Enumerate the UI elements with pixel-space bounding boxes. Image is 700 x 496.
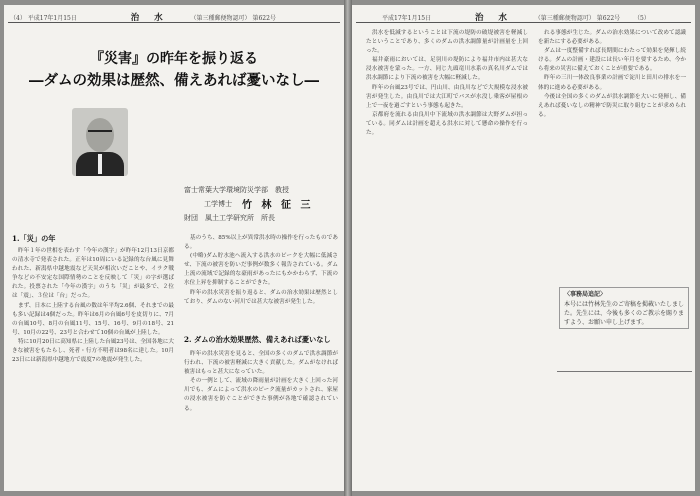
right-page-number: （5） <box>633 15 650 22</box>
right-column-1 <box>366 29 528 327</box>
paragraph: れる事態が生じた。ダムの治水効果について改めて認識を新たにする必要がある。 <box>538 30 686 46</box>
left-page <box>4 5 344 491</box>
paragraph: 特に10月20日に高知県に上陸した台風23号は、全国各地に大きな被害をもたらし、死者・行方不明者は98名に達した。10月23日には新潟県中越地方で震度7の地震が発生した。 <box>12 338 174 364</box>
paragraph: 昨年の台風23号では、円山川、由良川などで大規模な浸水被害が発生した。由良川では大江町でバスが水没し乗客が屋根の上で一夜を過ごすという事態も起きた。 <box>366 84 528 109</box>
paragraph: 昨年の洪水災害を振り返ると、ダムの治水効果は歴然としており、ダムのない河川では甚大な被害が発生した。 <box>184 289 338 305</box>
right-page <box>352 5 695 491</box>
left-mail-note: （第三種郵便物認可） <box>190 15 251 22</box>
paragraph: ダムは一度整備すれば長期間にわたって効果を発揮し続ける。ダムの計画・建設には長い年月を要するため、今から将来の災害に備えておくことが重要である。 <box>538 48 686 73</box>
paragraph: 洪水を低減するということは下流の堤防の破堤被害を軽減したということであり、多くのダムの洪水調節量が計画量を上回った。 <box>366 30 528 55</box>
left-masthead: 治 水 <box>130 13 169 23</box>
article-title: 『災害』の昨年を振り返る <box>90 51 258 67</box>
right-header-rule <box>356 22 691 23</box>
section-2-heading: 2. ダムの治水効果歴然、備えあれば憂いなし <box>184 335 331 344</box>
left-column-1 <box>12 247 174 485</box>
author-tie <box>98 154 102 174</box>
binding-gutter <box>344 0 352 496</box>
paragraph: 昨年１年の世相を表わす「今年の漢字」が昨年12月13日京都の清水寺で発表された。正年は10周にいる記録的な台風に見舞われた、新潟県中越地震など天災が相次いだことや、イラク戦争などの不安定な国際情勢のことを反映して「災」の字が選ばれた。投票された「今年の漢字」のうち「災」が最多で、２位は「震」、３位は「台」だった。 <box>12 248 174 300</box>
author-degree: 工学博士 <box>204 200 232 208</box>
left-issue-number: 第622号 <box>252 15 276 22</box>
paragraph: 昨年の洪水災害を見ると、全国の多くのダムで洪水調節が行われ、下流の被害軽減に大きく貢献した。ダムがなければ被害はもっと甚大になっていた。 <box>184 351 338 376</box>
author-photo <box>72 108 128 176</box>
editor-note-box <box>559 287 689 329</box>
section-1-heading: 1.「災」の年 <box>12 234 56 243</box>
paragraph: 京都府を流れる由良川中下流域の洪水調節は大野ダムが担っている。同ダムは計画を超える洪水に対して懸命の操作を行った。 <box>366 111 528 137</box>
editor-note-body: 本号には竹林先生のご寄稿を掲載いたしました。先生には、今後も多くのご教示を賜りますよう、お願い申し上げます。 <box>564 301 685 326</box>
left-column-2-upper <box>184 234 338 330</box>
paragraph: まず、日本に上陸する台風の数は年平均2.6個、それまでの最も多い記録は4個だった。昨年は6月の台風6号を皮切りに、7月の台風10号、8月の台風11号、15号、16号、9月の18号、21号、10月の22号、23号と合わせて10個の台風が上陸した。 <box>12 302 174 336</box>
paragraph: 今後は全国の多くのダムが洪水調節を大いに発揮し、備えあれば憂いなしの精神で防災に取り組むことが求められる。 <box>538 93 686 118</box>
right-issue-number: 第622号 <box>596 15 621 22</box>
paragraph: 福井豪雨においては、足羽川の堤防により福井市内は甚大な浸水被害を蒙った。一方、同じ九頭竜川水系の真名川ダムでは洪水調節により下流の被害を大幅に軽減した。 <box>366 57 528 82</box>
right-column-2 <box>538 29 686 279</box>
article-subtitle: ―ダムの効果は歴然、備えあれば憂いなし― <box>29 72 319 89</box>
left-header-date: 平成17年1月15日 <box>27 15 77 22</box>
paragraph: 昨年の三川一体改良事業の計画で淀川と田川の排水を一体的に進める必要がある。 <box>538 75 686 91</box>
editor-note-heading: 〈事務局追記〉 <box>564 291 607 298</box>
left-column-2-lower <box>184 350 338 486</box>
paragraph: (中略)ダム貯水池へ流入する洪水のピークを大幅に低減させ、下流の被害を防いだ事例が数多く報告されている。ダム上流の流域で記録的な豪雨があったにもかかわらず、下流の水位上昇を抑制することができた。 <box>184 253 338 287</box>
right-masthead: 治 水 <box>474 13 513 23</box>
author-name: 竹 林 征 三 <box>242 200 314 211</box>
right-mail-note: （第三種郵便物認可） <box>534 15 595 22</box>
right-header-date: 平成17年1月15日 <box>382 15 432 22</box>
right-bottom-rule <box>557 371 692 372</box>
paragraph: 基のうち、85%以上が異常洪水時の操作を行ったものである。 <box>184 235 338 251</box>
author-glasses <box>88 130 112 137</box>
author-affiliation: 富士常葉大学環境防災学部 教授 <box>184 186 289 194</box>
author-organization: 財団 風土工学研究所 所長 <box>184 214 275 222</box>
left-header-rule <box>8 22 340 23</box>
left-page-number: （4） <box>10 15 26 22</box>
paragraph: その一例として、流域の降雨量が計画を大きく上回った河川でも、ダムによって洪水のピーク流量がカットされ、家屋の浸水被害を防ぐことができた事例が各地で確認されている。 <box>184 378 338 412</box>
